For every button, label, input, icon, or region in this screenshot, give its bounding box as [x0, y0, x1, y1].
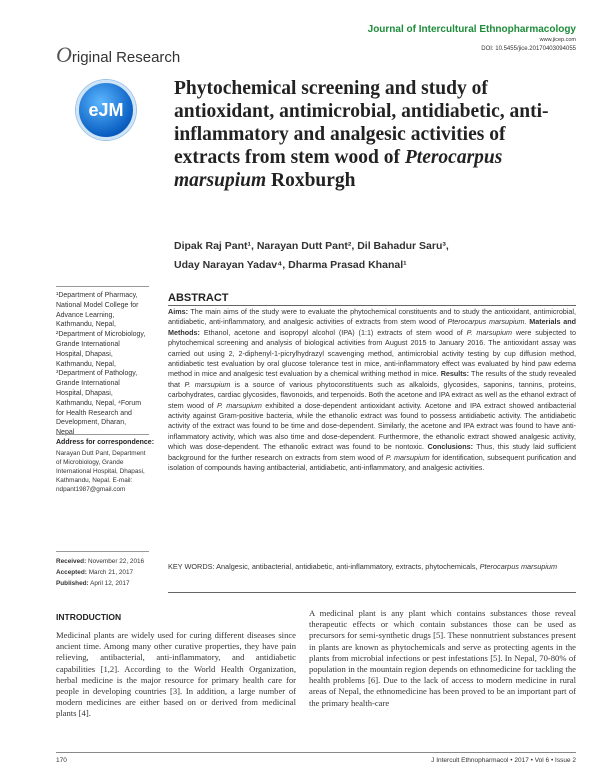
methods-species: P. marsupium — [466, 327, 512, 337]
abstract-divider — [168, 305, 576, 306]
correspondence-heading: Address for correspondence: — [56, 439, 155, 446]
conclusions-label: Conclusions: — [427, 442, 473, 452]
results-text-c: exhibited a dose-dependent antioxidant activity. Acetone and IPA extract showed antibacterial activity against Gram-positive bacteria, while the ethanolic extract was found to possess antidiabetic activity. The antidiabetic activity of the extract was found to be time and dose-dependent. Similarly, the acetone and IPA extract was found to have anti-inflammatory activity, which was also time and dose-dependent. Furthermore, the ethanolic extract showed analgesic activity, which was dose-dependent. The ethanolic extract was found to be nontoxic. — [168, 400, 576, 452]
accepted-label: Accepted: — [56, 569, 87, 576]
results-label: Results: — [440, 369, 470, 379]
keywords-text: Analgesic, antibacterial, antidiabetic, anti-inflammatory, extracts, phytochemicals, — [214, 562, 480, 571]
introduction-column-1: Medicinal plants are widely used for curing different diseases since ancient time. Among many other curative properties, they have pain relieving, antibacterial, anti-inflammatory, and antidiabetic capabilities [1,2]. According to the World Health Organization, herbal medicine is the major resource for primary health care for people in developing countries [3]. In addition, a large number of modern medicines are either based on or derived from medicinal plants [4]. — [56, 630, 296, 719]
authors — [174, 237, 574, 275]
keywords-label: KEY WORDS: — [168, 562, 215, 571]
results-text-a: The results of the study revealed that — [168, 369, 576, 389]
introduction-heading: INTRODUCTION — [56, 612, 122, 622]
affiliation-divider — [56, 286, 149, 287]
article-dates — [56, 556, 144, 589]
published-date: April 12, 2017 — [90, 580, 130, 587]
keywords-divider — [168, 592, 576, 593]
aims-label: Aims: — [168, 307, 188, 316]
received-label: Received: — [56, 558, 87, 565]
article-type-rest: riginal Research — [71, 49, 181, 66]
results-species-2: P. marsupium — [217, 400, 262, 410]
authors-line-2: Uday Narayan Yadav⁴, Dharma Prasad Khanal¹ — [174, 259, 407, 271]
accepted-date: March 21, 2017 — [88, 569, 134, 576]
abstract-body — [168, 307, 576, 474]
published-label: Published: — [56, 580, 89, 587]
aims-end: . — [524, 317, 530, 327]
journal-reference: J Intercult Ethnopharmacol • 2017 • Vol 6 • Issue 2 — [431, 757, 576, 764]
methods-text-a: Ethanol, acetone and isopropyl alcohol (IPA) (1:1) extracts of stem wood of — [199, 327, 467, 337]
results-species: P. marsupium — [184, 379, 231, 389]
methods-label: Materials and Methods: — [168, 317, 576, 337]
journal-logo-icon — [76, 80, 136, 140]
keywords — [168, 562, 576, 573]
footer-divider — [56, 752, 576, 753]
title-tail: Roxburgh — [266, 170, 356, 191]
page-number: 170 — [56, 757, 67, 764]
article-type — [56, 42, 180, 68]
journal-name: Journal of Intercultural Ethnopharmacology — [367, 24, 576, 35]
conclusions-text-a: Thus, this study laid sufficient background for the further research on extracts from stem wood of — [168, 442, 576, 462]
aims-text: The main aims of the study were to evaluate the phytochemical constituents and to study the antioxidant, antimicrobial, antidiabetic, anti-inflammatory, and analgesic activities of extracts from stem wood of — [168, 307, 576, 327]
dates-divider — [56, 551, 149, 552]
affiliations: ¹Department of Pharmacy, National Model College for Advance Learning, Kathmandu, Nepal, ²Department of Microbiology, Grande International Hospital, Dhapasi, Kathmandu, Nepal, ³Department of Pathology, Grande International Hospital, Dhapasi, Kathmandu, Nepal, ⁴Forum for Health Research and Development, Dharan, Nepal — [56, 292, 146, 437]
conclusions-text-b: for identification, subsequent purification and isolation of compounds having antibacterial, antidiabetic, anti-inflammatory, and analgesic activities. — [168, 452, 576, 473]
article-type-initial: O — [56, 42, 72, 67]
keywords-species: Pterocarpus marsupium — [479, 562, 558, 571]
aims-species: Pterocarpus marsupium — [447, 317, 525, 327]
logo-text: eJM — [88, 99, 124, 120]
received-date: November 22, 2016 — [87, 558, 145, 565]
correspondence-divider — [56, 434, 149, 435]
methods-text-b: were subjected to phytochemical screening and analysis of biological activities from August 2015 to January 2016. The antioxidant assay was carried out using 2, 2-diphenyl-1-picrylhydrazyl scavenging method, antimicrobial activity testing by cup diffusion method, antidiabetic test evaluation by oral glucose tolerance test in mice, anti-inflammatory effect was evaluated by hind paw edema method in mice and analgesic test evaluation by a chemical writhing method in mice. — [168, 327, 576, 379]
title-species: Pterocarpus marsupium — [174, 147, 503, 191]
paper-title — [174, 77, 574, 192]
journal-website[interactable]: www.jicep.com — [539, 37, 576, 43]
title-main: Phytochemical screening and study of antioxidant, antimicrobial, antidiabetic, anti-inflammatory and analgesic activities of extracts from stem wood of — [174, 78, 549, 168]
authors-line-1: Dipak Raj Pant¹, Narayan Dutt Pant², Dil Bahadur Saru³, — [174, 240, 449, 252]
results-text-b: is a source of various phytoconstituents such as alkaloids, glycosides, saponins, tannins, proteins, carbohydrates, cardiac glycosides, flavonoids, and terpenoids. Both the acetone and IPA extract as well as the ethanol extract of stem wood of — [168, 379, 576, 410]
correspondence-body: Narayan Dutt Pant, Department of Microbiology, Grande International Hospital, Dhapasi, Kathmandu, Nepal. E-mail: ndpant1987@gmail.com — [56, 450, 146, 493]
abstract-heading: ABSTRACT — [168, 292, 229, 304]
introduction-column-2: A medicinal plant is any plant which contains substances those reveal therapeutic effects or which contain substances those can be used as precursors for semi-synthetic drugs [5]. These nonnutrient substances present in plants are known as phytochemicals and serve as protecting agents in the plants from microbial infections or pest infestations [5]. In Nepal, 70-80% of population in the mountain region depends on ethnomedicine for tackling the health problems [6]. Due to the lack of access to modern medicine in rural areas of Nepal, the ethnomedicine has been proved to be an important part of the primary health-care — [309, 608, 576, 708]
conclusions-species: P. marsupium — [385, 452, 430, 462]
doi[interactable]: DOI: 10.5455/jice.20170403094055 — [481, 46, 576, 52]
